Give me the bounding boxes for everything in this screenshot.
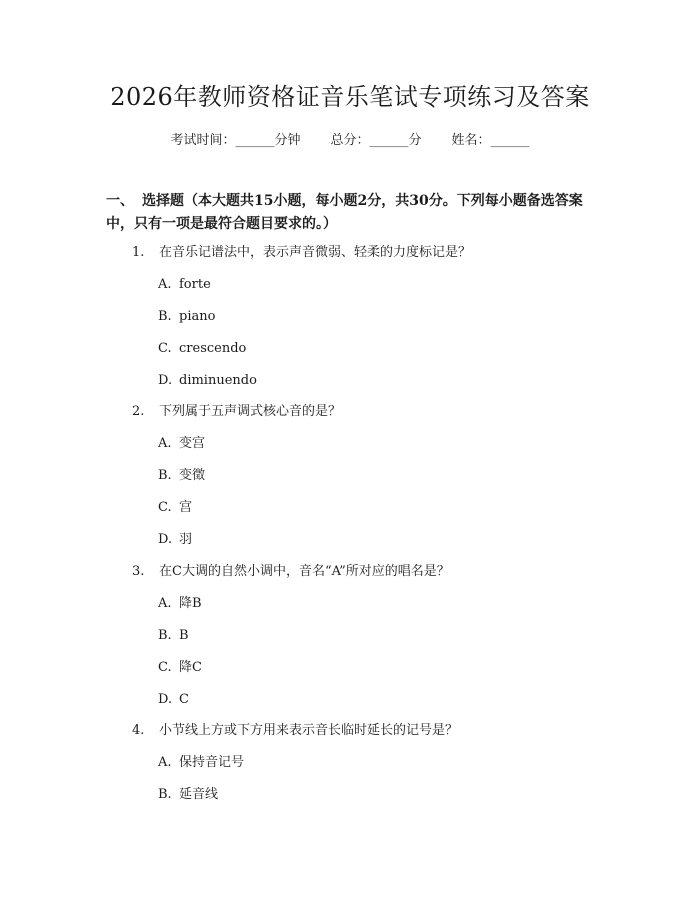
option-1-b	[158, 307, 215, 327]
option-letter: C.	[158, 660, 172, 675]
exam-time-field: 考试时间：______分钟	[170, 133, 301, 148]
student-name-field: 姓名：______	[451, 133, 530, 148]
document-title: 2026年教师资格证音乐笔试专项练习及答案	[110, 83, 590, 111]
option-letter: D.	[158, 373, 173, 388]
option-text: crescendo	[179, 341, 247, 356]
option-text: 降C	[179, 660, 202, 675]
option-text: C	[179, 692, 189, 707]
option-text: B	[179, 628, 189, 643]
option-letter: A.	[158, 755, 172, 770]
option-2-d	[158, 530, 192, 550]
option-text: diminuendo	[179, 373, 257, 388]
option-1-c	[158, 339, 246, 359]
question-3	[132, 562, 450, 582]
option-letter: C.	[158, 341, 172, 356]
option-letter: B.	[158, 787, 172, 802]
question-text: 小节线上方或下方用来表示音长临时延长的记号是？	[159, 723, 459, 738]
option-2-a	[158, 434, 205, 454]
option-letter: C.	[158, 500, 172, 515]
option-3-d	[158, 690, 189, 710]
question-number: 2.	[132, 404, 145, 419]
option-text: 羽	[179, 532, 193, 547]
option-letter: A.	[158, 596, 172, 611]
question-text: 在音乐记谱法中，表示声音微弱、轻柔的力度标记是？	[159, 245, 472, 260]
option-2-b	[158, 466, 205, 486]
option-letter: D.	[158, 692, 173, 707]
question-number: 3.	[132, 564, 145, 579]
option-2-c	[158, 498, 192, 518]
question-number: 1.	[132, 245, 145, 260]
section-instructions: 选择题（本大题共15小题，每小题2分，共30分。下列每小题备选答案中，只有一项是最符合题目要求的。）	[106, 193, 583, 232]
option-text: 延音线	[179, 787, 219, 802]
option-text: 保持音记号	[179, 755, 245, 770]
option-text: forte	[179, 277, 211, 292]
option-letter: B.	[158, 468, 172, 483]
question-number: 4.	[132, 723, 145, 738]
option-letter: B.	[158, 628, 172, 643]
option-letter: A.	[158, 436, 172, 451]
question-2	[132, 402, 341, 422]
option-text: 变徵	[179, 468, 206, 483]
option-1-a	[158, 275, 211, 295]
option-text: 宫	[179, 500, 193, 515]
option-text: 降B	[179, 596, 202, 611]
question-4	[132, 721, 458, 741]
option-3-b	[158, 626, 189, 646]
option-text: piano	[179, 309, 216, 324]
option-1-d	[158, 371, 257, 391]
option-letter: B.	[158, 309, 172, 324]
total-score-field: 总分：______分	[330, 133, 422, 148]
section-number: 一、	[106, 193, 134, 209]
section-heading	[106, 190, 586, 236]
question-text: 下列属于五声调式核心音的是？	[159, 404, 342, 419]
exam-meta-line	[0, 131, 700, 151]
option-4-b	[158, 785, 218, 805]
option-3-c	[158, 658, 202, 678]
option-text: 变宫	[179, 436, 206, 451]
option-4-a	[158, 753, 244, 773]
question-text: 在C大调的自然小调中，音名“A”所对应的唱名是？	[159, 564, 450, 579]
option-letter: D.	[158, 532, 173, 547]
option-letter: A.	[158, 277, 172, 292]
option-3-a	[158, 594, 202, 614]
question-1	[132, 243, 471, 263]
